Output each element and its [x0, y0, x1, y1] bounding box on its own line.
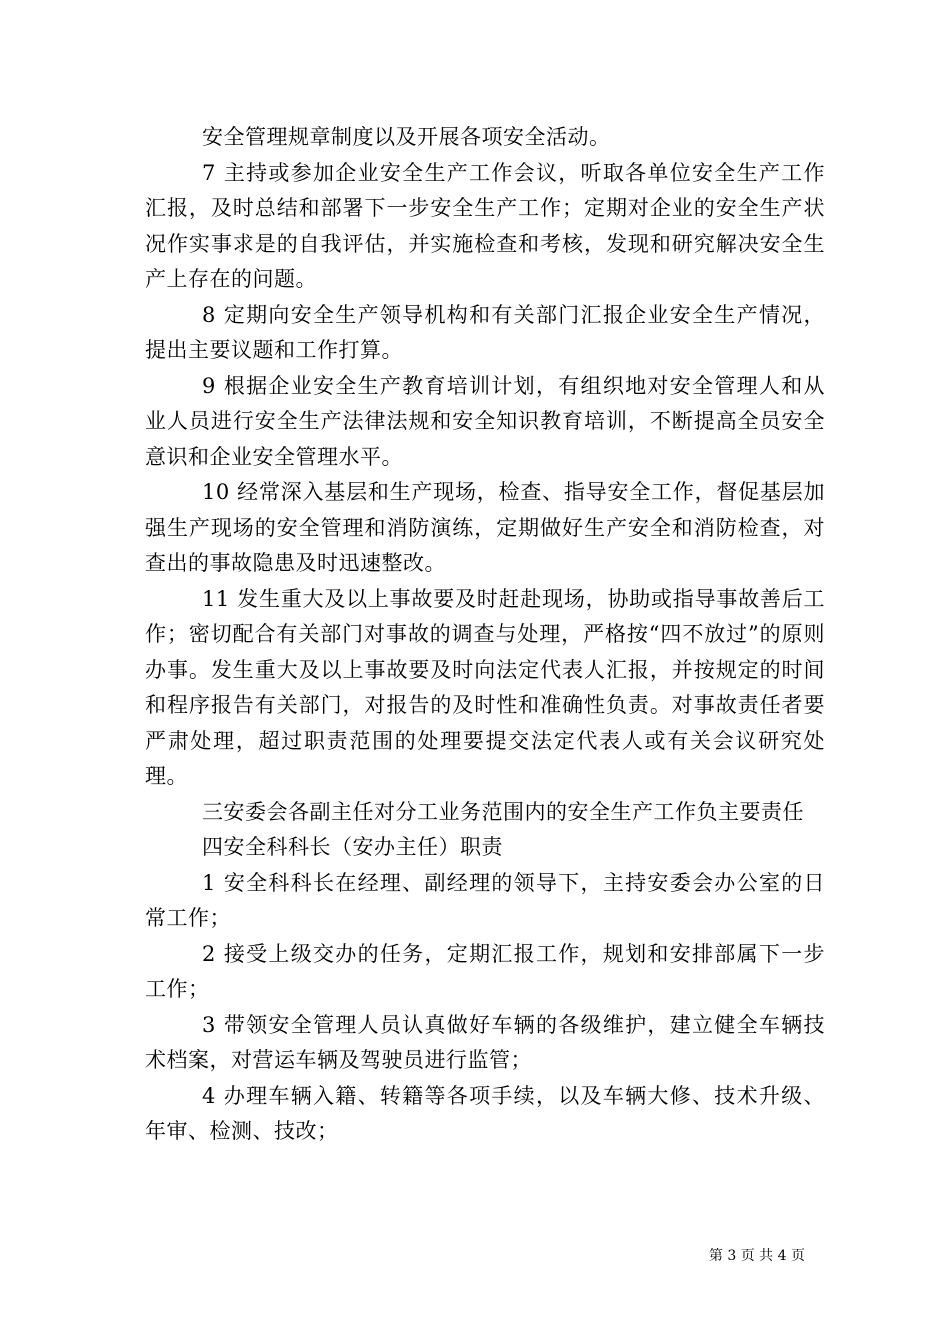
page-number-footer: 第 3 页 共 4 页 [708, 1248, 805, 1264]
paragraph: 7 主持或参加企业安全生产工作会议，听取各单位安全生产工作汇报，及时总结和部署下一步安全生产工作；定期对企业的安全生产状况作实事求是的自我评估，并实施检查和考核，发现和研究解决安全生产上存在的问题。 [145, 160, 825, 291]
paragraph: 1 安全科科长在经理、副经理的领导下，主持安委会办公室的日常工作； [145, 870, 825, 930]
paragraph: 4 办理车辆入籍、转籍等各项手续，以及车辆大修、技术升级、年审、检测、技改； [145, 1083, 825, 1143]
document-body [145, 120, 825, 1150]
paragraph: 8 定期向安全生产领导机构和有关部门汇报企业安全生产情况，提出主要议题和工作打算。 [145, 302, 825, 362]
paragraph: 9 根据企业安全生产教育培训计划，有组织地对安全管理人和从业人员进行安全生产法律法规和安全知识教育培训，不断提高全员安全意识和企业安全管理水平。 [145, 373, 825, 469]
paragraph: 安全管理规章制度以及开展各项安全活动。 [202, 125, 611, 149]
paragraph: 2 接受上级交办的任务，定期汇报工作，规划和安排部属下一步工作； [145, 941, 825, 1001]
paragraph: 四安全科科长（安办主任）职责 [202, 835, 503, 859]
paragraph: 10 经常深入基层和生产现场，检查、指导安全工作，督促基层加强生产现场的安全管理和消防演练，定期做好生产安全和消防检查，对查出的事故隐患及时迅速整改。 [145, 480, 825, 575]
paragraph: 11 发生重大及以上事故要及时赶赴现场，协助或指导事故善后工作；密切配合有关部门对事故的调查与处理，严格按“四不放过”的原则办事。发生重大及以上事故要及时向法定代表人汇报，并按规定的时间和程序报告有关部门，对报告的及时性和准确性负责。对事故责任者要严肃处理，超过职责范围的处理要提交法定代表人或有关会议研究处理。 [145, 586, 825, 788]
paragraph: 三安委会各副主任对分工业务范围内的安全生产工作负主要责任 [202, 799, 804, 824]
paragraph: 3 带领安全管理人员认真做好车辆的各级维护，建立健全车辆技术档案，对营运车辆及驾驶员进行监管； [145, 1012, 825, 1072]
